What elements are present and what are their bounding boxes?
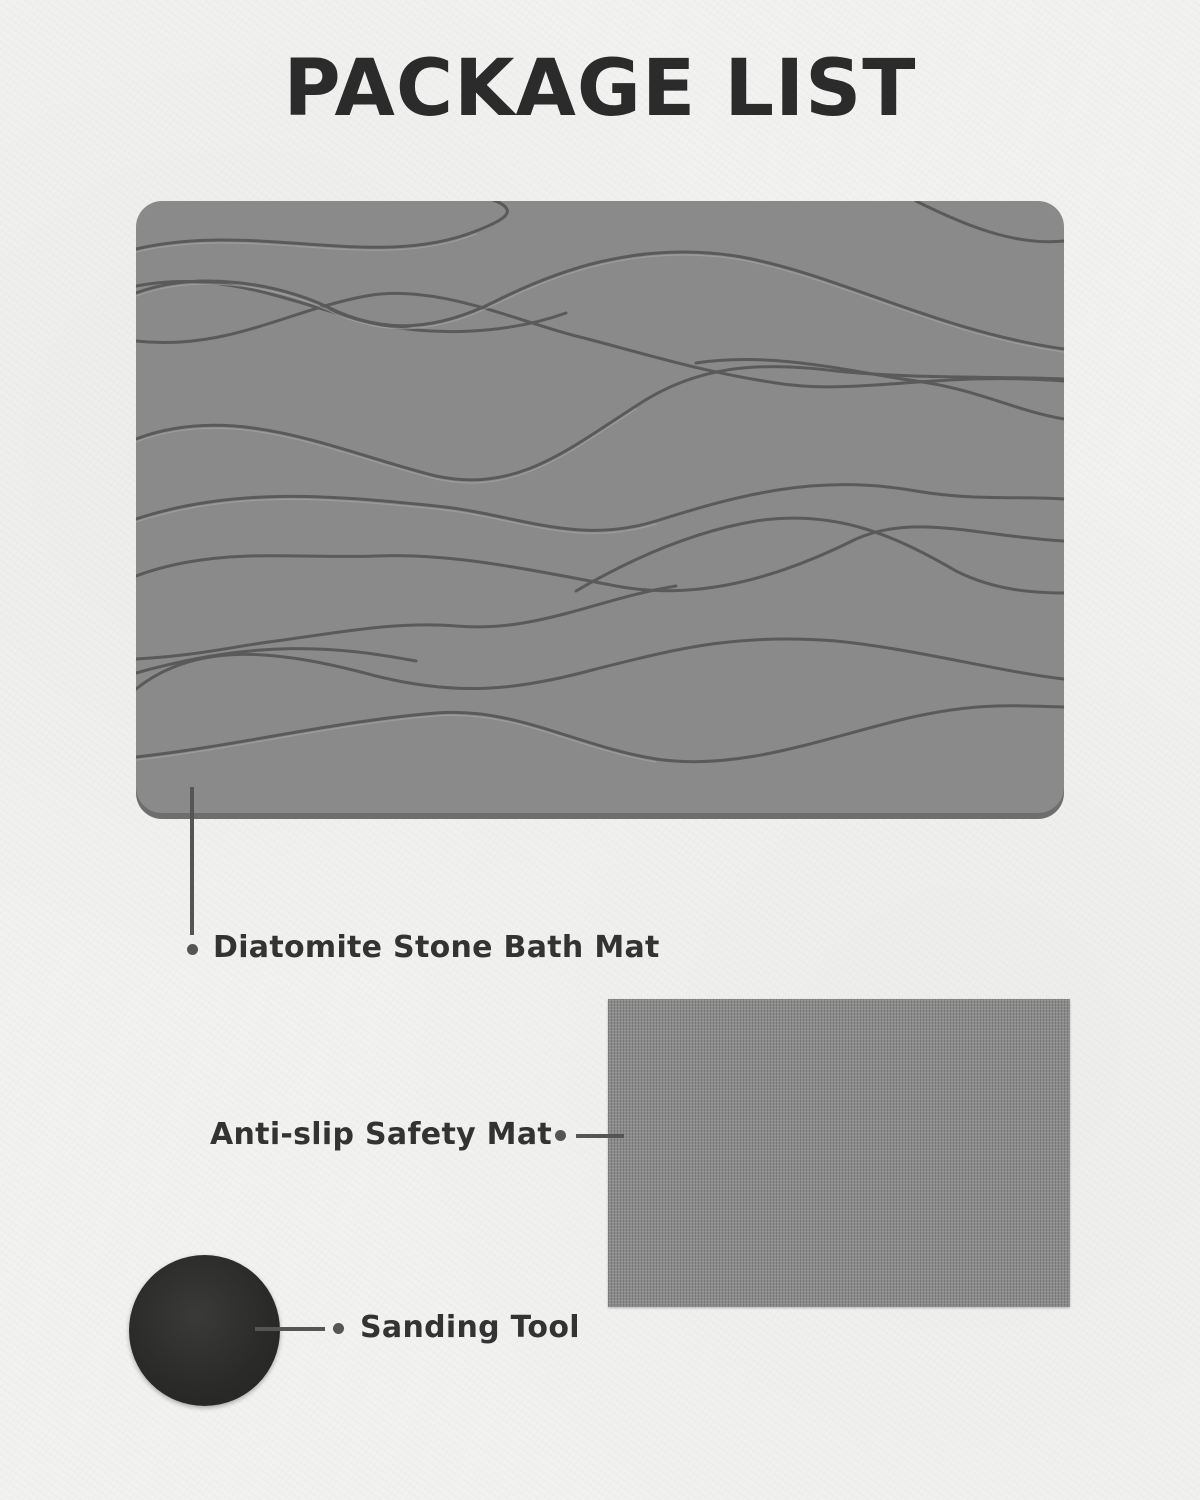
page-title: PACKAGE LIST	[283, 44, 917, 134]
safety-mat-image	[608, 999, 1070, 1307]
sanding-tool-bullet	[333, 1323, 344, 1334]
safety-mat-bullet	[555, 1130, 566, 1141]
bath-mat-image	[136, 201, 1064, 819]
safety-mat-label: Anti-slip Safety Mat	[210, 1117, 553, 1152]
bath-mat-leader-line	[190, 787, 194, 935]
safety-mat-leader-line	[576, 1134, 624, 1138]
sanding-tool-leader-line	[255, 1327, 325, 1331]
bath-mat-label: Diatomite Stone Bath Mat	[213, 930, 660, 965]
sanding-tool-label: Sanding Tool	[360, 1310, 580, 1345]
bath-mat-bullet	[187, 944, 198, 955]
